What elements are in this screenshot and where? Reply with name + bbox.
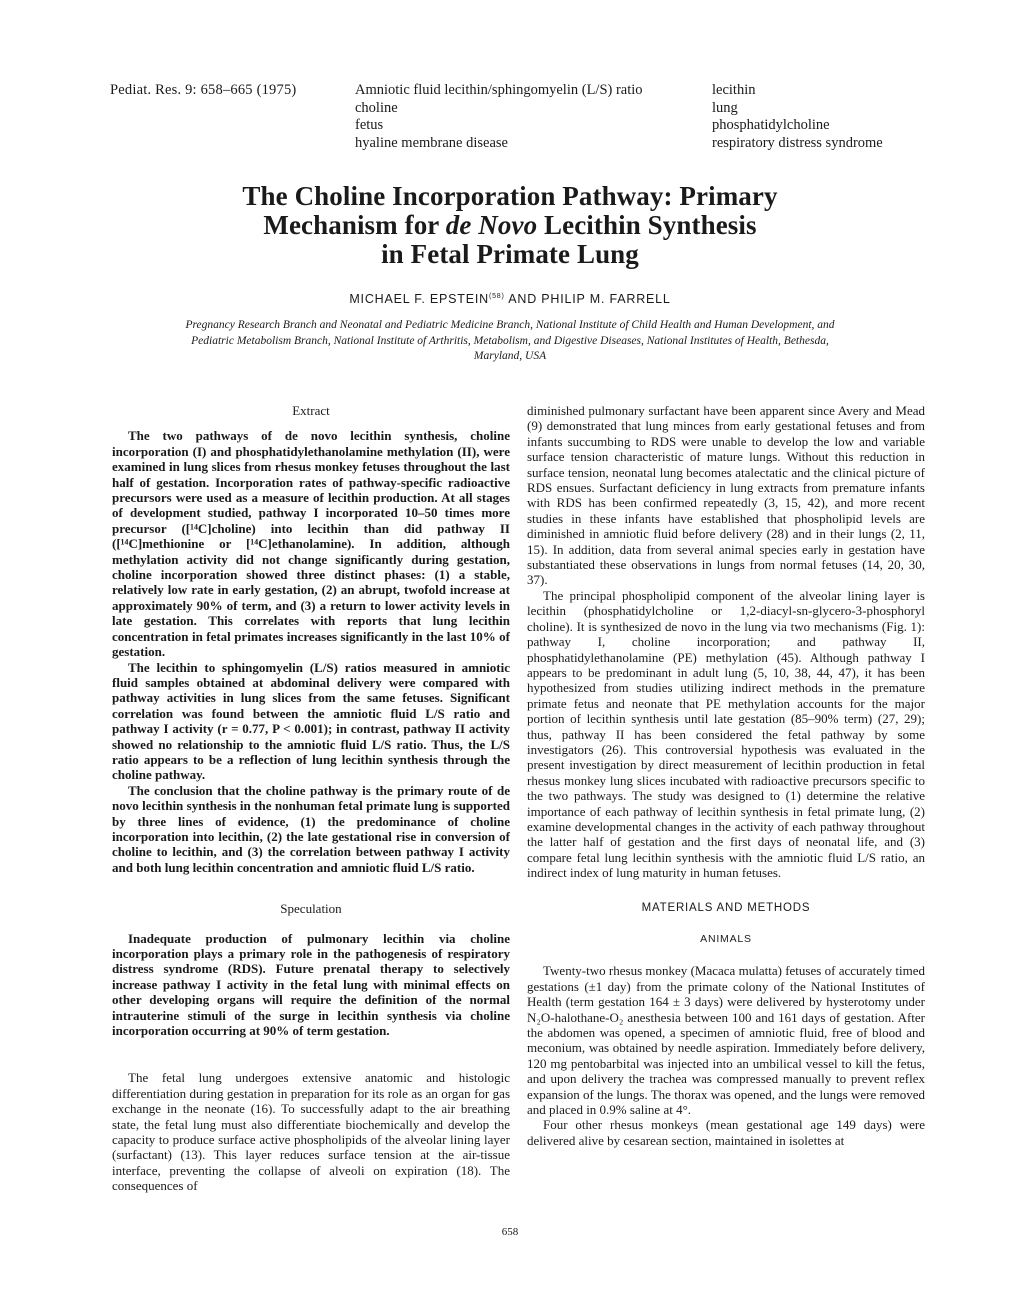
- keywords-column-2: [712, 82, 883, 152]
- extract-paragraph: The two pathways of de novo lecithin synthesis, choline incorporation (I) and phosphatidylethanolamine methylation (II), were examined in lung slices from rhesus monkey fetuses throughout the last half of gestation. Incorporation rates of pathway-specific radioactive precursors were used as a measure of lecithin production. At all stages of development studied, pathway I incorporated 10–50 times more precursor ([¹⁴C]choline) into lecithin than did pathway II ([¹⁴C]methionine or [¹⁴C]ethanolamine). In addition, although methylation activity did not change significantly during gestation, choline incorporation showed three distinct phases: (1) a stable, relatively low rate in early gestation, (2) an abrupt, twofold increase at approximately 90% of term, and (3) a return to lower activity levels in late gestation. This correlates with reports that lung lecithin concentration in fetal primates increases significantly in the last 10% of gestation.: [112, 428, 510, 660]
- speculation-paragraph: Inadequate production of pulmonary lecithin via choline incorporation plays a primary role in the pathogenesis of respiratory distress syndrome (RDS). Future prenatal therapy to selectively increase pathway I activity in the fetal lung with minimal effects on other developing organs will require the definition of the normal intrauterine stimuli of the surge in lecithin synthesis via choline incorporation occurring at 90% of term gestation.: [112, 930, 510, 1039]
- intro-paragraph: The fetal lung undergoes extensive anatomic and histologic differentiation during gestation in preparation for its role as an organ for gas exchange in the neonate (16). To successfully adapt to the air breathing state, the fetal lung must also differentiate biochemically and develop the capacity to produce surface active phospholipids of the alveolar lining layer (surfactant) (13). This layer reduces surface tension at the air-tissue interface, preventing the collapse of alveoli on expiration (18). The consequences of: [112, 1070, 510, 1194]
- keyword: hyaline membrane disease: [355, 134, 508, 151]
- title-line-2: [150, 211, 870, 240]
- keyword: Amniotic fluid lecithin/sphingomyelin (L/S) ratio: [355, 82, 643, 98]
- keywords-column-1: [355, 82, 643, 152]
- extract-heading: Extract: [292, 403, 330, 418]
- body-paragraph: Twenty-two rhesus monkey (Macaca mulatta) fetuses of accurately timed gestations (±1 day) from the primate colony of the National Institutes of Health (term gestation 164 ± 3 days) were delivered by hysterotomy under N₂O-halothane-O₂ anesthesia between 100 and 161 days of gestation. After the abdomen was opened, a specimen of amniotic fluid, free of blood and meconium, was obtained by needle aspiration. Immediately before delivery, 120 mg pentobarbital was injected into an umbilical vessel to kill the fetus, and upon delivery the trachea was compressed manually to prevent reflex expansion of the lungs. The thorax was opened, and the lungs were removed and placed in 0.9% saline at 4°.: [527, 963, 925, 1118]
- author-2: AND PHILIP M. FARRELL: [504, 292, 671, 306]
- page-number: 658: [501, 1226, 519, 1238]
- keyword: choline: [355, 99, 398, 116]
- extract-paragraph: The conclusion that the choline pathway is the primary route of de novo lecithin synthesis in the nonhuman fetal primate lung is supported by three lines of evidence, (1) the predominance of choline incorporation into lecithin, (2) the late gestational rise in conversion of choline to lecithin, and (3) the correlation between pathway I activity and both lung lecithin concentration and amniotic fluid L/S ratio.: [112, 782, 510, 875]
- left-column: [112, 403, 510, 1194]
- keyword: fetus: [355, 117, 384, 133]
- title-line-3: in Fetal Primate Lung: [381, 239, 639, 269]
- section-heading: MATERIALS AND METHODS: [641, 901, 811, 914]
- body-paragraph: Four other rhesus monkeys (mean gestational age 149 days) were delivered alive by cesarean section, maintained in isolettes at: [527, 1117, 925, 1148]
- title-line-1: The Choline Incorporation Pathway: Primary: [242, 181, 778, 211]
- keyword: phosphatidylcholine: [712, 117, 830, 133]
- title-italic: de Novo: [445, 210, 538, 240]
- body-paragraph: diminished pulmonary surfactant have been apparent since Avery and Mead (9) demonstrated that lung minces from early gestational fetuses and from infants succumbing to RDS were unable to develop the low and variable surface tension characteristic of mature lungs. Without this reduction in surface tension, neonatal lung becomes atalectatic and the clinical picture of RDS ensues. Surfactant deficiency in lung extracts from premature infants with RDS has been confirmed repeatedly (3, 15, 42), and more recent studies in these infants have established that phospholipid levels are diminished in amniotic fluid before delivery (28) and in their lungs (2, 11, 15). In addition, data from several animal species early in gestation have substantiated these observations in lungs from normal fetuses (14, 20, 30, 37).: [527, 403, 925, 588]
- extract-paragraph: The lecithin to sphingomyelin (L/S) ratios measured in amniotic fluid samples obtained at abdominal delivery were compared with pathway activities in lung slices from the same fetuses. Significant correlation was found between the amniotic fluid L/S ratio and pathway I activity (r = 0.77, P < 0.001); in contrast, pathway II activity showed no relationship to the amniotic fluid L/S ratio. Thus, the L/S ratio appears to be a reflection of lung lecithin synthesis through the choline pathway.: [112, 659, 510, 783]
- right-column: [527, 403, 925, 1148]
- keyword: lung: [712, 99, 738, 116]
- speculation-heading: Speculation: [280, 901, 342, 917]
- title-text: Mechanism for: [263, 210, 446, 240]
- author-footnote-ref: (58): [488, 293, 505, 300]
- keyword: respiratory distress syndrome: [712, 134, 883, 151]
- title-text: Lecithin Synthesis: [537, 210, 757, 240]
- author-1: MICHAEL F. EPSTEIN: [349, 292, 489, 306]
- body-paragraph: The principal phospholipid component of the alveolar lining layer is lecithin (phosphatidylcholine or 1,2-diacyl-sn-glycero-3-phosphoryl choline). It is synthesized de novo in the lung via two mechanisms (Fig. 1): pathway I, choline incorporation; and pathway II, phosphatidylethanolamine (PE) methylation (45). Although pathway I appears to be predominant in adult lung (5, 10, 38, 44, 47), it has been hypothesized from studies utilizing indirect methods in the premature primate fetus and neonate that PE methylation accounts for the major portion of lecithin synthesis until late gestation (85–90% term) (27, 29); thus, pathway II has been considered the fetal pathway by some investigators (26). This controversial hypothesis was evaluated in the present investigation by direct measurement of lecithin production in fetal rhesus monkey lung slices incubated with radioactive precursors specific to the two pathways. The study was designed to (1) determine the relative importance of each pathway of lecithin synthesis in fetal primate lung, (2) examine developmental changes in the activity of each pathway throughout the latter half of gestation and the first days of neonatal life, and (3) compare fetal lung lecithin synthesis with the amniotic fluid L/S ratio, an indirect index of lung maturity in human fetuses.: [527, 587, 925, 881]
- citation: Pediat. Res. 9: 658–665 (1975): [110, 82, 297, 98]
- subsection-heading: ANIMALS: [700, 933, 752, 945]
- affiliation: Pregnancy Research Branch and Neonatal and Pediatric Medicine Branch, National Institute of Child Health and Human Development, and Pediatric Metabolism Branch, National Institute of Arthritis, Metabolism, and Digestive Diseases, National Institutes of Health, Bethesda, Maryland, USA: [185, 319, 835, 362]
- authors: [100, 292, 920, 306]
- keyword: lecithin: [712, 82, 756, 98]
- article-title: [150, 182, 870, 269]
